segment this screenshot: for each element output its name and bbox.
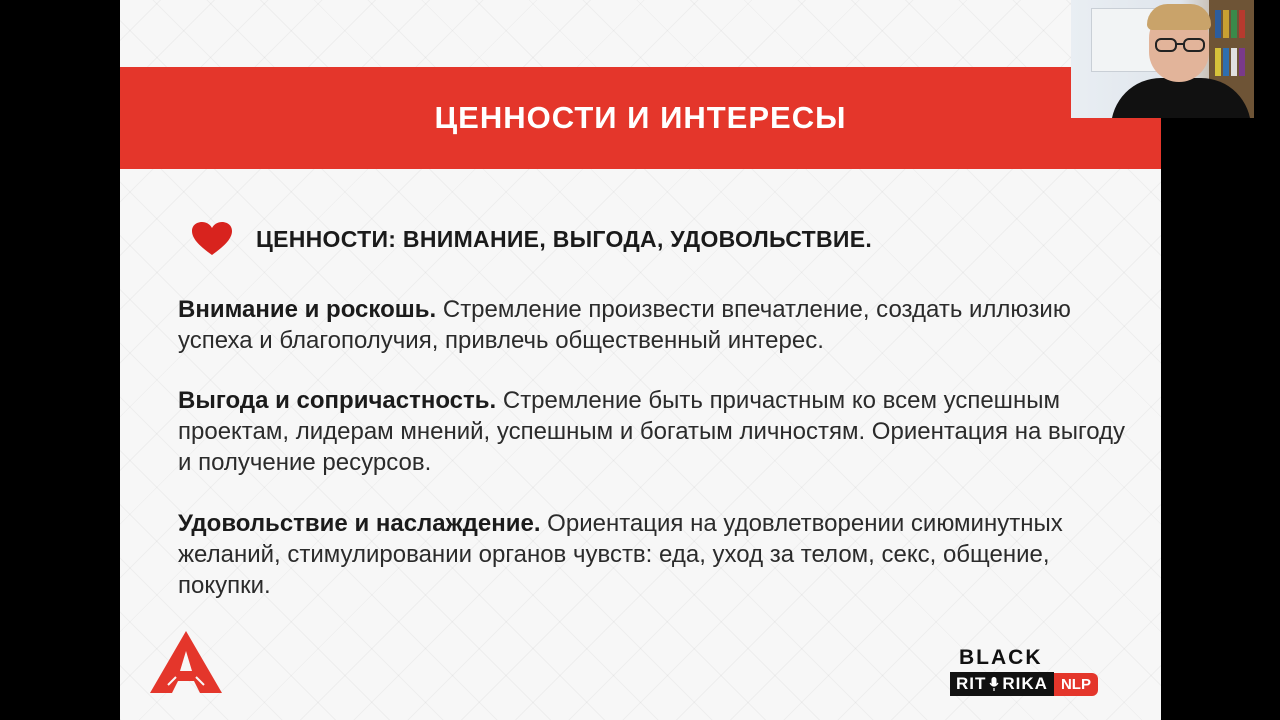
book bbox=[1239, 10, 1245, 38]
brand-rika-label: RIKA bbox=[1002, 674, 1048, 693]
book bbox=[1215, 48, 1221, 76]
paragraph-title: Выгода и сопричастность. bbox=[178, 387, 497, 414]
glasses-icon bbox=[1155, 38, 1205, 52]
book bbox=[1231, 48, 1237, 76]
paragraph-attention bbox=[178, 294, 1138, 356]
brand-bar bbox=[950, 672, 1098, 696]
book bbox=[1223, 10, 1229, 38]
brand-logo bbox=[950, 644, 1110, 700]
title-banner bbox=[120, 67, 1161, 169]
paragraph-title: Удовольствие и наслаждение. bbox=[178, 510, 541, 537]
paragraph-pleasure bbox=[178, 508, 1138, 601]
microphone-icon bbox=[989, 677, 999, 691]
webcam-feed bbox=[1071, 0, 1254, 118]
paragraph-benefit bbox=[178, 385, 1138, 478]
heart-icon bbox=[192, 222, 232, 256]
paragraph-text: Ориентация на удовлетворении сиюминутных желаний, стимулировании органов чувств: еда, уход за телом, секс, общение, покупки. bbox=[178, 510, 1063, 599]
book bbox=[1239, 48, 1245, 76]
paragraph-text: Стремление быть причастным ко всем успешным проектам, лидерам мнений, успешным и богатым личностям. Ориентация на выгоду и получение ресурсов. bbox=[178, 387, 1126, 476]
values-heading: ЦЕННОСТИ: ВНИМАНИЕ, ВЫГОДА, УДОВОЛЬСТВИЕ. bbox=[256, 225, 873, 252]
brand-nlp-label: NLP bbox=[1054, 673, 1098, 696]
brand-rhetorika bbox=[950, 672, 1054, 696]
values-heading-row bbox=[192, 222, 872, 256]
presenter-hair bbox=[1147, 4, 1211, 30]
brand-rit-label: RIT bbox=[956, 674, 987, 693]
presentation-slide bbox=[120, 0, 1161, 720]
slide-title: ЦЕННОСТИ И ИНТЕРЕСЫ bbox=[434, 100, 847, 135]
book bbox=[1215, 10, 1221, 38]
brand-black-label: BLACK bbox=[959, 646, 1043, 669]
paragraph-title: Внимание и роскошь. bbox=[178, 296, 437, 323]
logo-a-icon bbox=[148, 629, 224, 695]
paragraph-text: Стремление произвести впечатление, создать иллюзию успеха и благополучия, привлечь общественный интерес. bbox=[178, 296, 1071, 354]
book bbox=[1231, 10, 1237, 38]
book bbox=[1223, 48, 1229, 76]
